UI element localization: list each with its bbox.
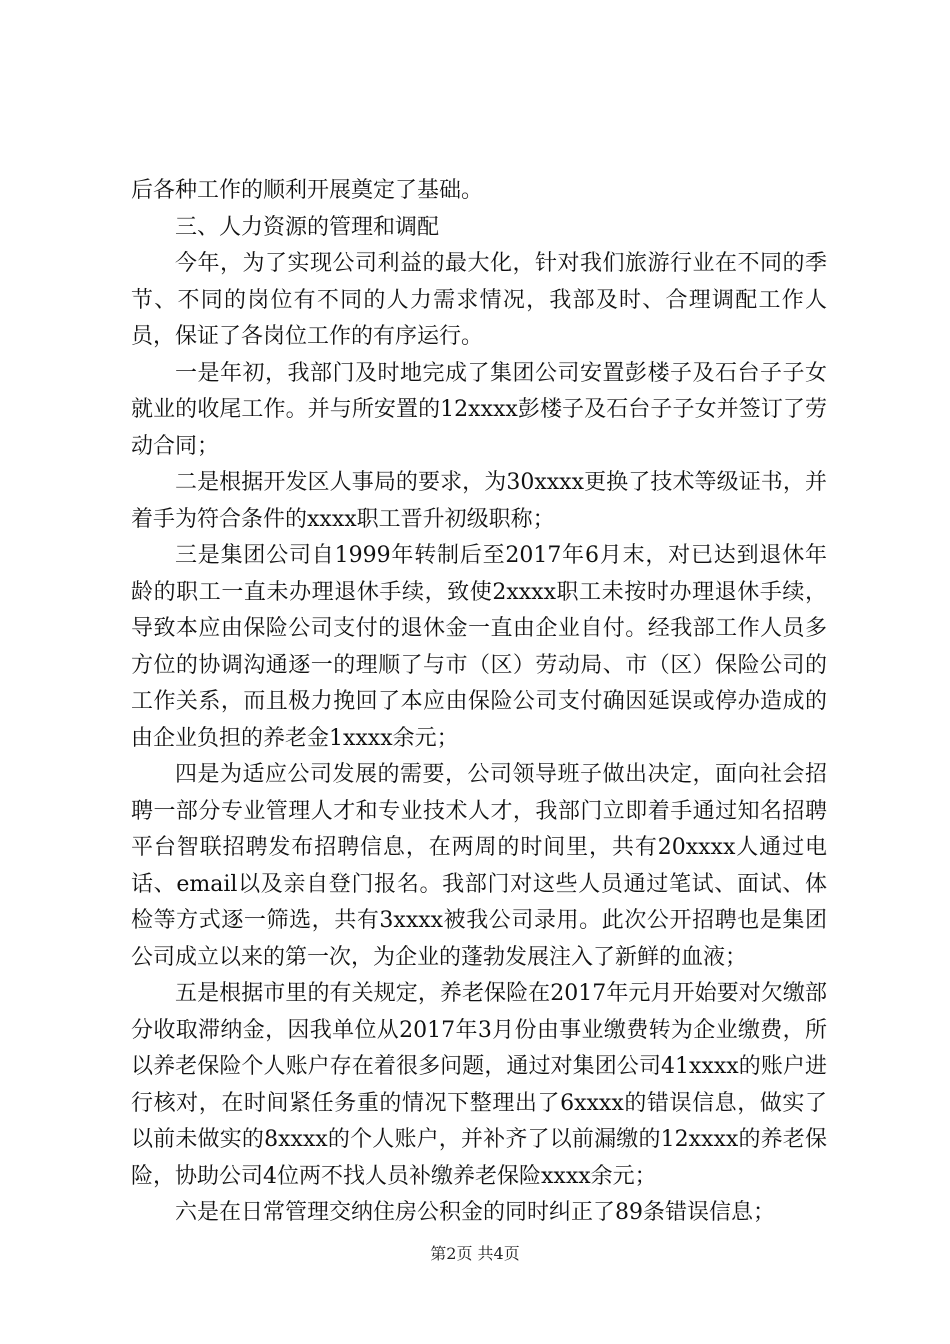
page-number-footer: 第2页 共4页 bbox=[430, 1244, 520, 1263]
paragraph-continuation: 后各种工作的顺利开展奠定了基础。 bbox=[131, 178, 484, 203]
paragraph-item-2: 二是根据开发区人事局的要求，为30xxxx更换了技术等级证书，并着手为符合条件的xxxx职工晋升初级职称； bbox=[131, 470, 827, 532]
paragraph-item-4: 四是为适应公司发展的需要，公司领导班子做出决定，面向社会招聘一部分专业管理人才和专业技术人才，我部门立即着手通过知名招聘平台智联招聘发布招聘信息，在两周的时间里，共有20xxxx人通过电话、email以及亲自登门报名。我部门对这些人员通过笔试、面试、体检等方式逐一筛选，共有3xxxx被我公司录用。此次公开招聘也是集团公司成立以来的第一次，为企业的蓬勃发展注入了新鲜的血液； bbox=[131, 762, 827, 970]
paragraph-item-1: 一是年初，我部门及时地完成了集团公司安置彭楼子及石台子子女就业的收尾工作。并与所安置的12xxxx彭楼子及石台子子女并签订了劳动合同； bbox=[131, 360, 827, 459]
paragraph-item-3: 三是集团公司自1999年转制后至2017年6月末，对已达到退休年龄的职工一直未办理退休手续，致使2xxxx职工未按时办理退休手续，导致本应由保险公司支付的退休金一直由企业自付。经我部工作人员多方位的协调沟通逐一的理顺了与市（区）劳动局、市（区）保险公司的工作关系，而且极力挽回了本应由保险公司支付确因延误或停办造成的由企业负担的养老金1xxxx余元； bbox=[131, 543, 827, 751]
paragraph-item-6: 六是在日常管理交纳住房公积金的同时纠正了89条错误信息； bbox=[175, 1200, 775, 1225]
paragraph-intro: 今年，为了实现公司利益的最大化，针对我们旅游行业在不同的季节、不同的岗位有不同的人力需求情况，我部及时、合理调配工作人员，保证了各岗位工作的有序运行。 bbox=[131, 251, 827, 349]
section-heading: 三、人力资源的管理和调配 bbox=[175, 214, 440, 240]
document-body bbox=[131, 173, 827, 1232]
paragraph-item-5: 五是根据市里的有关规定，养老保险在2017年元月开始要对欠缴部分收取滞纳金，因我单位从2017年3月份由事业缴费转为企业缴费，所以养老保险个人账户存在着很多问题，通过对集团公司41xxxx的账户进行核对，在时间紧任务重的情况下整理出了6xxxx的错误信息，做实了以前未做实的8xxxx的个人账户，并补齐了以前漏缴的12xxxx的养老保险，协助公司4位两不找人员补缴养老保险xxxx余元； bbox=[131, 981, 827, 1189]
